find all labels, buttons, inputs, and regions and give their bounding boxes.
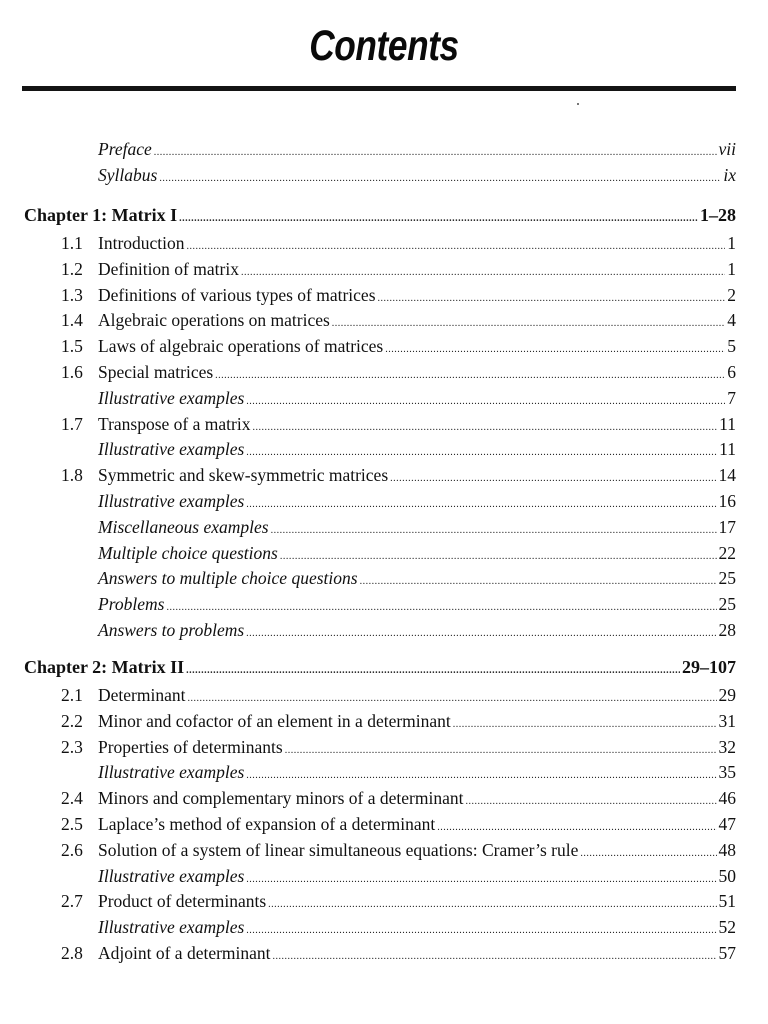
dot-leader	[179, 207, 698, 231]
section-number: 1.7	[61, 414, 83, 434]
entry-label: Laws of algebraic operations of matrices	[98, 336, 384, 356]
section-number: 1.6	[61, 362, 83, 382]
section-number: 2.1	[61, 685, 83, 705]
chapter-heading[interactable]	[24, 203, 736, 227]
section-number: 2.3	[61, 737, 83, 757]
entry-label: Determinant	[98, 685, 186, 705]
page-number: 46	[718, 788, 736, 808]
section-item[interactable]	[61, 786, 736, 810]
dot-leader	[271, 519, 717, 543]
section-number: 1.5	[61, 336, 83, 356]
page-number: 1	[727, 259, 736, 279]
entry-label: Illustrative examples	[98, 866, 245, 886]
dot-leader	[159, 167, 721, 191]
section-item[interactable]	[61, 231, 736, 255]
section-number: 1.8	[61, 465, 83, 485]
entry-label: Minors and complementary minors of a determinant	[98, 788, 464, 808]
subsection-item[interactable]	[61, 386, 736, 410]
dot-leader	[390, 467, 716, 491]
section-item[interactable]	[61, 463, 736, 487]
subsection-item[interactable]	[61, 515, 736, 539]
subsection-item[interactable]	[61, 592, 736, 616]
section-number: 1.1	[61, 233, 83, 253]
section-item[interactable]	[61, 283, 736, 307]
page-number: 35	[718, 762, 736, 782]
dot-leader	[154, 141, 717, 165]
front-matter-item[interactable]	[98, 137, 736, 161]
subsection-item[interactable]	[61, 541, 736, 565]
page-number: ix	[723, 165, 736, 185]
page-number: 31	[718, 711, 736, 731]
dot-leader	[187, 687, 716, 711]
section-number: 1.3	[61, 285, 83, 305]
page-number: 11	[719, 414, 736, 434]
entry-label: Definitions of various types of matrices	[98, 285, 376, 305]
dot-leader	[215, 364, 725, 388]
subsection-item[interactable]	[61, 864, 736, 888]
front-matter-item[interactable]	[98, 163, 736, 187]
entry-label: Multiple choice questions	[98, 543, 278, 563]
dot-leader	[268, 893, 716, 917]
page-number: 47	[718, 814, 736, 834]
dot-leader	[246, 441, 717, 465]
page-number: 6	[727, 362, 736, 382]
dot-leader	[360, 570, 717, 594]
page-number: 25	[718, 568, 736, 588]
dot-leader	[465, 790, 716, 814]
page-number: 5	[727, 336, 736, 356]
section-item[interactable]	[61, 308, 736, 332]
section-item[interactable]	[61, 257, 736, 281]
dot-leader	[246, 622, 716, 646]
section-item[interactable]	[61, 334, 736, 358]
entry-label: Illustrative examples	[98, 491, 245, 511]
page-number: 2	[727, 285, 736, 305]
page-number: 1	[727, 233, 736, 253]
entry-label: Special matrices	[98, 362, 214, 382]
entry-label: Transpose of a matrix	[98, 414, 251, 434]
entry-label: Answers to multiple choice questions	[98, 568, 358, 588]
section-item[interactable]	[61, 412, 736, 436]
entry-label: Properties of determinants	[98, 737, 283, 757]
page-number: vii	[718, 139, 736, 159]
subsection-item[interactable]	[61, 618, 736, 642]
entry-label: Illustrative examples	[98, 388, 245, 408]
entry-label: Product of determinants	[98, 891, 267, 911]
dot-leader	[166, 596, 716, 620]
page-number: 51	[718, 891, 736, 911]
entry-label: Adjoint of a determinant	[98, 943, 271, 963]
dot-leader	[332, 312, 725, 336]
chapter-title: Chapter 2: Matrix II	[24, 657, 185, 677]
page-number: 14	[718, 465, 736, 485]
section-number: 2.7	[61, 891, 83, 911]
page-number: 22	[718, 543, 736, 563]
dot-leader	[246, 390, 725, 414]
entry-label: Miscellaneous examples	[98, 517, 269, 537]
entry-label: Solution of a system of linear simultaneous equations: Cramer’s rule	[98, 840, 579, 860]
page-number: 16	[718, 491, 736, 511]
section-item[interactable]	[61, 709, 736, 733]
dot-leader	[246, 919, 716, 943]
dot-leader	[187, 235, 726, 259]
entry-label: Illustrative examples	[98, 762, 245, 782]
page-number: 32	[718, 737, 736, 757]
section-item[interactable]	[61, 735, 736, 759]
page-number: 50	[718, 866, 736, 886]
subsection-item[interactable]	[61, 566, 736, 590]
entry-label: Illustrative examples	[98, 439, 245, 459]
section-number: 2.4	[61, 788, 83, 808]
subsection-item[interactable]	[61, 760, 736, 784]
page-title: Contents	[309, 22, 459, 70]
dot-leader	[580, 842, 716, 866]
entry-label: Answers to problems	[98, 620, 245, 640]
page-number: 52	[718, 917, 736, 937]
dot-leader	[437, 816, 716, 840]
page-number: 17	[718, 517, 736, 537]
page-number: 48	[718, 840, 736, 860]
section-item[interactable]	[61, 889, 736, 913]
page-number: 1–28	[700, 205, 736, 225]
page-number: 7	[727, 388, 736, 408]
page-number: 4	[727, 310, 736, 330]
section-item[interactable]	[61, 941, 736, 965]
entry-label: Introduction	[98, 233, 185, 253]
dot-leader	[246, 493, 716, 517]
page-number: 29–107	[682, 657, 736, 677]
entry-label: Symmetric and skew-symmetric matrices	[98, 465, 389, 485]
section-number: 1.2	[61, 259, 83, 279]
subsection-item[interactable]	[61, 915, 736, 939]
section-number: 1.4	[61, 310, 83, 330]
section-item[interactable]	[61, 812, 736, 836]
page-number: 57	[718, 943, 736, 963]
front-matter-label: Preface	[98, 139, 152, 159]
page-number: 11	[719, 439, 736, 459]
dot-leader	[273, 945, 717, 969]
entry-label: Definition of matrix	[98, 259, 239, 279]
dot-leader	[241, 261, 725, 285]
page-number: 28	[718, 620, 736, 640]
section-item[interactable]	[61, 683, 736, 707]
chapter-title: Chapter 1: Matrix I	[24, 205, 178, 225]
section-number: 2.2	[61, 711, 83, 731]
front-matter-label: Syllabus	[98, 165, 158, 185]
entry-label: Algebraic operations on matrices	[98, 310, 330, 330]
entry-label: Laplace’s method of expansion of a determinant	[98, 814, 436, 834]
page-number: 29	[718, 685, 736, 705]
dot-leader	[453, 713, 717, 737]
section-number: 2.5	[61, 814, 83, 834]
dot-leader	[385, 338, 725, 362]
subsection-item[interactable]	[61, 437, 736, 461]
page-number: 25	[718, 594, 736, 614]
section-item[interactable]	[61, 838, 736, 862]
section-number: 2.6	[61, 840, 83, 860]
subsection-item[interactable]	[61, 489, 736, 513]
entry-label: Problems	[98, 594, 165, 614]
section-number: 2.8	[61, 943, 83, 963]
dot-leader	[246, 764, 716, 788]
entry-label: Minor and cofactor of an element in a determinant	[98, 711, 451, 731]
dot-leader	[186, 659, 680, 683]
chapter-heading[interactable]	[24, 655, 736, 679]
section-item[interactable]	[61, 360, 736, 384]
entry-label: Illustrative examples	[98, 917, 245, 937]
